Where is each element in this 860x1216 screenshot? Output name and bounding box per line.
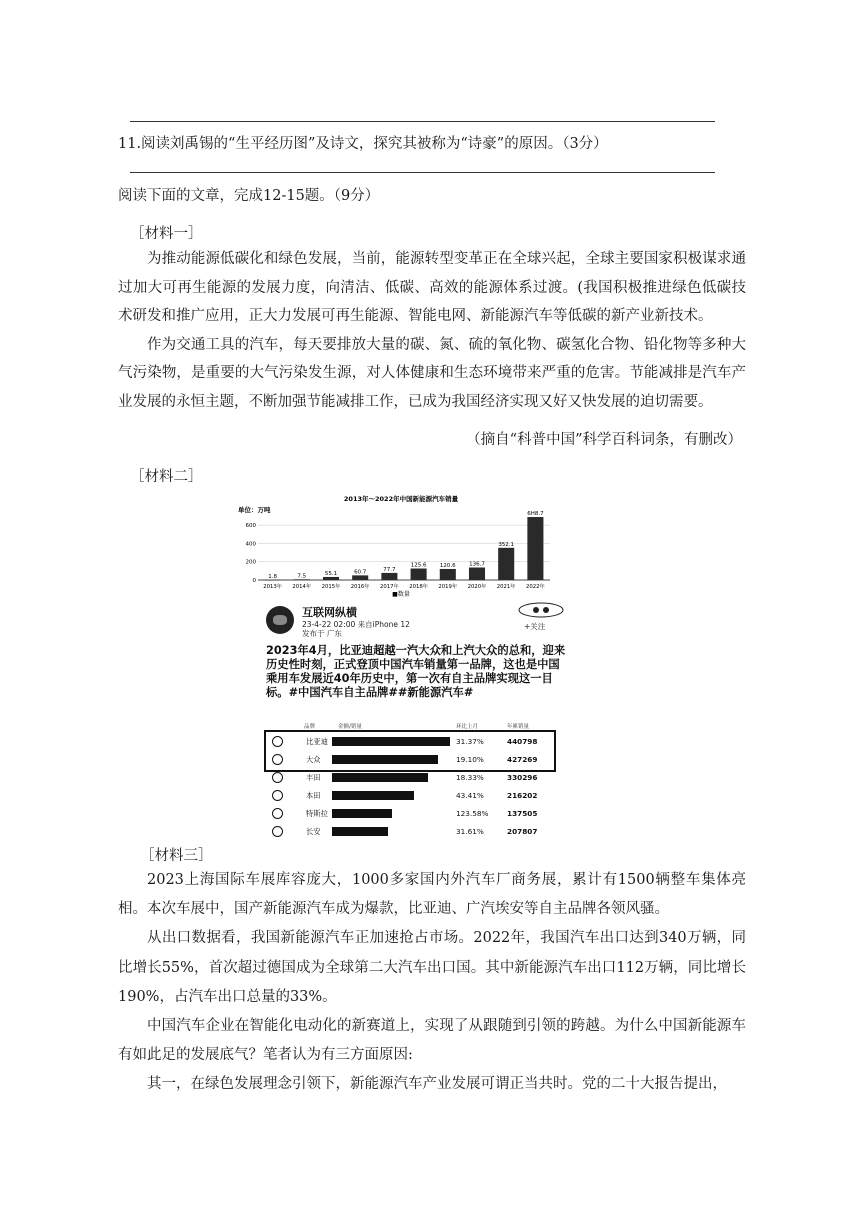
material-1-body: [118, 245, 746, 416]
brand-logo-icon: [272, 772, 283, 783]
bar: [323, 577, 339, 580]
brand-logo-icon: [272, 808, 283, 819]
header-mom: 环比上月: [456, 724, 479, 730]
bar-value-label: 352.1: [498, 541, 515, 548]
sales-bar: [332, 791, 414, 800]
bar-value-label: 6H8.7: [527, 511, 544, 518]
sales-bar: [332, 809, 392, 818]
total-sales: 440798: [507, 737, 538, 746]
follow-button[interactable]: +关注: [524, 622, 546, 631]
chart-unit: 单位：万吨: [238, 506, 271, 514]
x-tick-label: 2017年: [380, 584, 399, 590]
x-tick-label: 2021年: [496, 584, 516, 590]
post-username: 互联网纵横: [302, 606, 357, 619]
bar: [469, 568, 485, 580]
brand-logo-icon: [272, 790, 283, 801]
material-3-paragraph-2: 从出口数据看，我国新能源汽车正加速抢占市场。2022年，我国汽车出口达到340万辆，同比增长55%，首次超过德国成为全球第二大汽车出口国。其中新能源汽车出口112万辆，同比增长190%，占汽车出口总量的33%。: [118, 930, 746, 1005]
x-tick-label: 2020年: [467, 584, 487, 590]
post-text: 2023年4月，比亚迪超越一汽大众和上汽大众的总和，迎来历史性时刻，正式登顶中国汽车销量第一品牌，这也是中国乘用车发展近40年历史中，第一次有自主品牌实现这一目标。#中国汽车自主品牌##新能源汽车#: [266, 644, 566, 699]
material-3-paragraph-1: 2023上海国际车展库容庞大，1000多家国内外汽车厂商务展，累计有1500辆整车集体亮相。本次车展中，国产新能源汽车成为爆款，比亚迪、广汽埃安等自主品牌各领风骚。: [118, 872, 746, 918]
material-3-body: [118, 866, 746, 1100]
answer-line-bottom: [130, 172, 715, 173]
post-time: 23-4-22 02:00 来自iPhone 12: [302, 620, 410, 629]
material-1-source: （摘自“科普中国”科学百科词条，有删改）: [466, 432, 742, 448]
header-amount: 金额/销量: [338, 724, 362, 730]
total-sales: 137505: [507, 809, 538, 818]
table-row: [266, 823, 562, 841]
bar: [440, 569, 456, 580]
bar: [381, 573, 397, 580]
y-tick-label: 0: [252, 578, 256, 584]
total-sales: 207807: [507, 827, 538, 836]
sales-bar: [332, 755, 438, 764]
y-tick-label: 200: [245, 559, 256, 566]
brand-logo-icon: [272, 754, 283, 765]
bar: [498, 548, 514, 580]
material-1-paragraph-1: 为推动能源低碳化和绿色发展，当前，能源转型变革正在全球兴起，全球主要国家积极谋求通过加大可再生能源的发展力度，向清洁、低碳、高效的能源体系过渡。(我国积极推进绿色低碳技术研发和推广应用，正大力发展可再生能源、智能电网、新能源汽车等低碳的新产业新技术。: [118, 251, 746, 324]
brand-name: 丰田: [306, 773, 321, 782]
bar-value-label: 55.1: [324, 570, 338, 577]
bar: [352, 575, 368, 580]
y-tick-label: 400: [245, 541, 256, 548]
sales-chart: [236, 490, 566, 600]
table-row: [266, 769, 562, 787]
sales-bar: [332, 737, 450, 746]
bar-value-label: 136.7: [469, 561, 485, 568]
total-sales: 330296: [507, 773, 538, 782]
brand-logo-icon: [272, 826, 283, 837]
table-row: [266, 787, 562, 805]
table-row: [266, 733, 562, 751]
brand-name: 特斯拉: [306, 809, 328, 818]
x-tick-label: 2022年: [526, 584, 545, 590]
material-3-paragraph-4: 其一，在绿色发展理念引领下，新能源汽车产业发展可谓正当共时。党的二十大报告提出，: [147, 1076, 727, 1093]
bar-value-label: 60.7: [354, 569, 367, 576]
chart-legend: ■数量: [392, 591, 410, 598]
bar-value-label: 77.7: [383, 566, 396, 573]
material-2-figure: [236, 490, 566, 845]
sales-chart-svg: [236, 490, 566, 600]
total-sales: 427269: [507, 755, 538, 764]
material-1-label: ［材料一］: [130, 226, 203, 242]
brand-name: 本田: [306, 791, 321, 800]
post-location: 发布于 广东: [302, 629, 342, 638]
user-avatar: [266, 606, 294, 634]
bar: [527, 517, 543, 580]
material-1-paragraph-2: 作为交通工具的汽车，每天要排放大量的碳、氮、硫的氧化物、碳氢化合物、铅化物等多种大气污染物，是重要的大气污染发生源，对人体健康和生态环境带来严重的危害。节能减排是汽车产业发展的永恒主题，不断加强节能减排工作，已成为我国经济实现又好又快发展的迫切需要。: [118, 336, 746, 410]
header-total: 年累销量: [507, 724, 530, 730]
mom-change: 123.58%: [456, 809, 489, 818]
mom-change: 31.37%: [456, 737, 484, 746]
chart-title: 2013年～2022年中国新能源汽车销量: [343, 495, 459, 503]
x-tick-label: 2015年: [321, 584, 341, 590]
question-11: 11.阅读刘禹锡的“生平经历图”及诗文，探究其被称为“诗豪”的原因。（3分）: [118, 136, 608, 152]
material-2-label: ［材料二］: [130, 469, 203, 485]
y-tick-label: 600: [245, 523, 256, 530]
header-brand: 品牌: [304, 724, 316, 730]
section-intro: 阅读下面的文章，完成12-15题。（9分）: [118, 188, 380, 204]
table-row: [266, 751, 562, 769]
bar-value-label: 1.8: [268, 573, 277, 580]
material-3-paragraph-3: 中国汽车企业在智能化电动化的新赛道上，实现了从跟随到引领的跨越。为什么中国新能源车有如此足的发展底气？笔者认为有三方面原因:: [118, 1018, 746, 1064]
mom-change: 43.41%: [456, 791, 484, 800]
mom-change: 19.10%: [456, 755, 484, 764]
post-meta: [302, 620, 410, 638]
mom-change: 31.61%: [456, 827, 484, 836]
mom-change: 18.33%: [456, 773, 484, 782]
bar: [411, 569, 427, 580]
bar-value-label: 120.6: [439, 562, 456, 569]
bar-value-label: 125.6: [410, 562, 427, 569]
table-row: [266, 805, 562, 823]
x-tick-label: 2014年: [292, 584, 312, 590]
x-tick-label: 2013年: [263, 584, 282, 590]
material-3-label: ［材料三］: [140, 848, 213, 864]
bar-value-label: 7.5: [297, 573, 307, 580]
x-tick-label: 2016年: [350, 584, 370, 590]
brand-name: 长安: [306, 827, 321, 836]
bar: [265, 580, 281, 581]
x-tick-label: 2019年: [438, 584, 458, 590]
weibo-post: [266, 602, 566, 844]
sales-bar: [332, 827, 388, 836]
total-sales: 216202: [507, 791, 538, 800]
x-tick-label: 2018年: [409, 584, 428, 590]
answer-line-top: [130, 121, 715, 122]
sales-bar: [332, 773, 428, 782]
brand-logo-icon: [272, 736, 283, 747]
brand-name: 大众: [306, 755, 321, 764]
brand-name: 比亚迪: [306, 737, 328, 746]
bar: [294, 579, 310, 580]
